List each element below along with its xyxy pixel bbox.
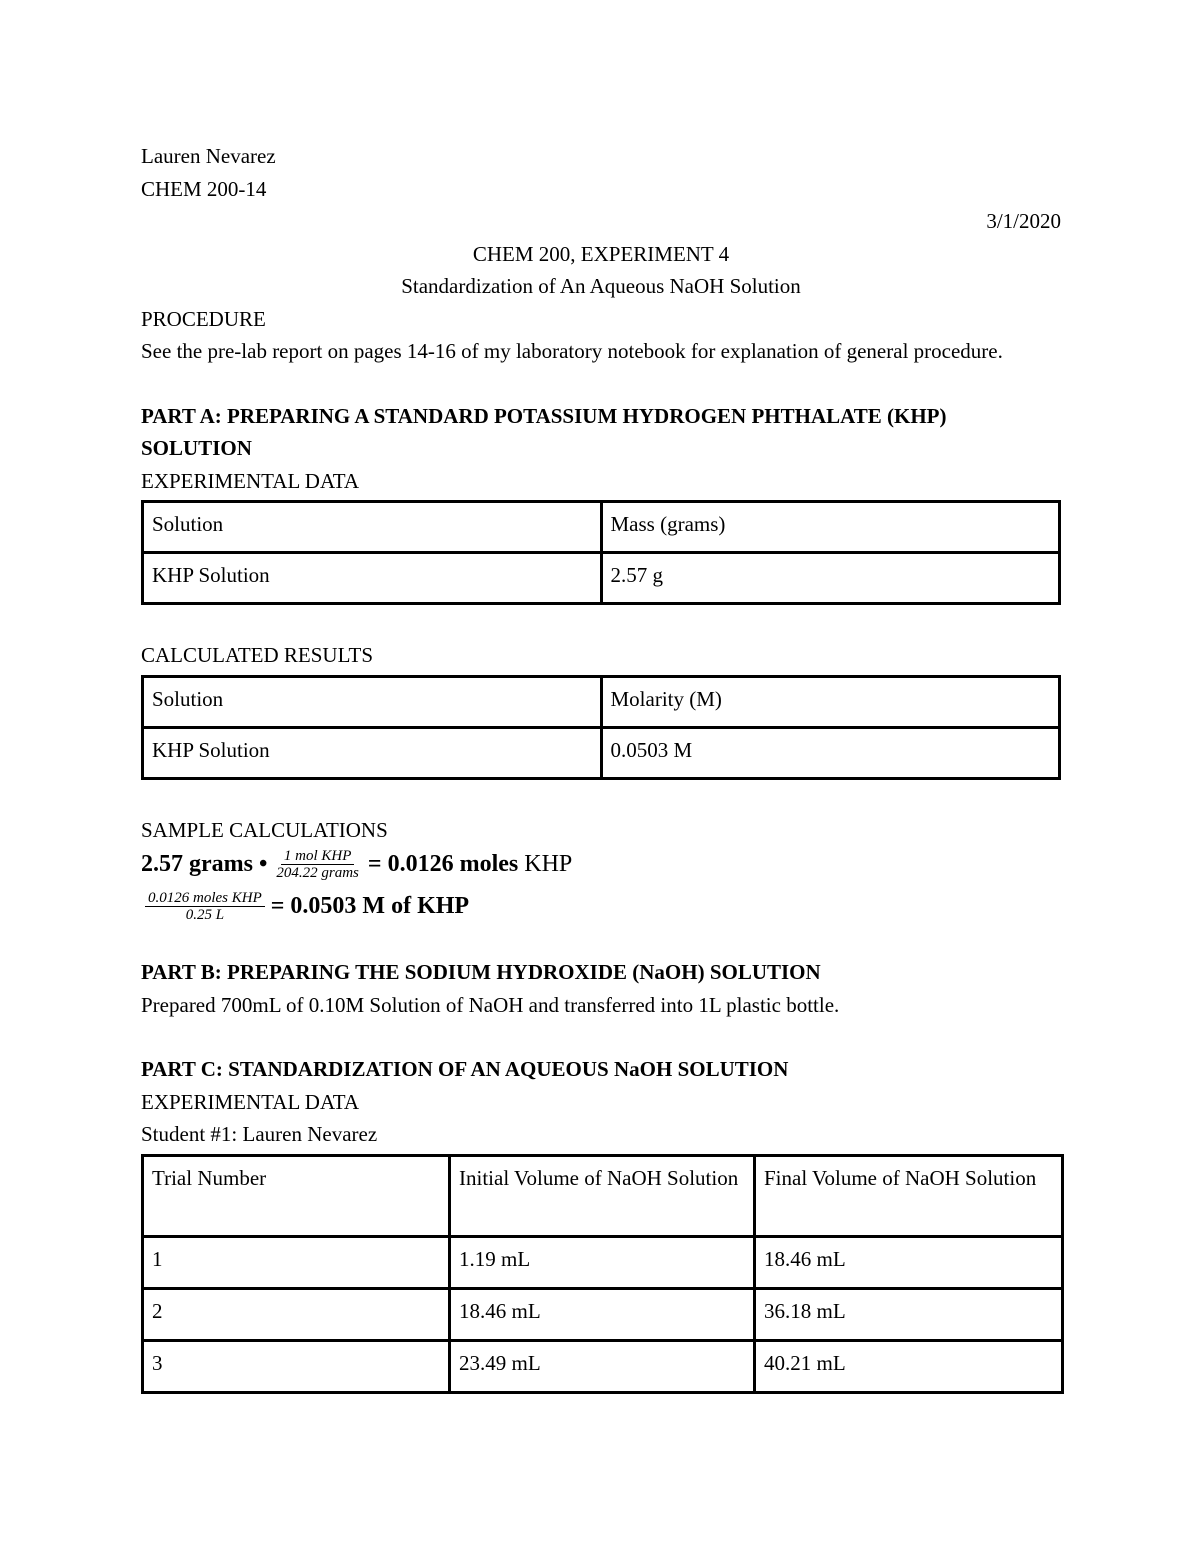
fraction-denominator: 0.25 L	[185, 906, 225, 923]
table-header-cell: Molarity (M)	[601, 676, 1060, 727]
calculated-results-label: CALCULATED RESULTS	[141, 643, 373, 667]
table-cell: 2.57 g	[601, 553, 1060, 604]
table-cell: 18.46 mL	[450, 1288, 755, 1340]
fraction-numerator: 0.0126 moles KHP	[145, 890, 265, 907]
molarity-calculation	[141, 882, 1061, 930]
molarity-fraction	[145, 890, 265, 923]
sample-calculations-label: SAMPLE CALCULATIONS	[141, 817, 388, 842]
part-a-heading: PART A: PREPARING A STANDARD POTASSIUM HYDROGEN PHTHALATE (KHP) SOLUTION	[141, 403, 947, 460]
titration-trials-table	[141, 1154, 1064, 1394]
part-c-experimental-label: EXPERIMENTAL DATA	[141, 1089, 360, 1114]
table-cell: KHP Solution	[143, 553, 602, 604]
table-header-row	[143, 502, 1060, 553]
table-row	[143, 1236, 1063, 1288]
table-row	[143, 553, 1060, 604]
table-row	[143, 1340, 1063, 1392]
table-row	[143, 727, 1060, 778]
part-c-heading: PART C: STANDARDIZATION OF AN AQUEOUS NaOH SOLUTION	[141, 1057, 789, 1081]
table-header-cell: Solution	[143, 502, 602, 553]
table-cell: 18.46 mL	[755, 1236, 1063, 1288]
table-cell: 2	[143, 1288, 450, 1340]
molarity-calc-result: = 0.0503 M of KHP	[270, 892, 470, 919]
student-name: Lauren Nevarez	[141, 144, 276, 168]
part-b-heading: PART B: PREPARING THE SODIUM HYDROXIDE (NaOH) SOLUTION	[141, 960, 821, 984]
part-a-experimental-label: EXPERIMENTAL DATA	[141, 468, 360, 493]
procedure-text: See the pre-lab report on pages 14-16 of my laboratory notebook for explanation of general procedure.	[141, 339, 1003, 363]
table-header-cell: Solution	[143, 676, 602, 727]
fraction-denominator: 204.22 grams	[276, 864, 359, 881]
course-code: CHEM 200-14	[141, 176, 267, 201]
report-date: 3/1/2020	[986, 209, 1061, 233]
procedure-heading: PROCEDURE	[141, 306, 266, 331]
table-cell: 0.0503 M	[601, 727, 1060, 778]
document-body	[141, 140, 1061, 1394]
table-cell: 40.21 mL	[755, 1340, 1063, 1392]
table-header-cell: Mass (grams)	[601, 502, 1060, 553]
conversion-fraction	[273, 848, 362, 881]
report-title: CHEM 200, EXPERIMENT 4	[472, 241, 730, 266]
table-row	[143, 1288, 1063, 1340]
khp-mass-table	[141, 500, 1061, 605]
table-cell: 36.18 mL	[755, 1288, 1063, 1340]
part-b-text: Prepared 700mL of 0.10M Solution of NaOH and transferred into 1L plastic bottle.	[141, 992, 840, 1017]
moles-calculation	[141, 846, 1061, 882]
table-header-row	[143, 1155, 1063, 1236]
table-header-cell: Trial Number	[143, 1155, 450, 1236]
student-label: Student #1: Lauren Nevarez	[141, 1122, 378, 1146]
table-cell: 1.19 mL	[450, 1236, 755, 1288]
fraction-numerator: 1 mol KHP	[281, 848, 355, 865]
khp-molarity-table	[141, 675, 1061, 780]
moles-calc-result: = 0.0126 moles	[367, 850, 519, 877]
table-cell: 23.49 mL	[450, 1340, 755, 1392]
table-header-cell: Final Volume of NaOH Solution	[755, 1155, 1063, 1236]
report-subtitle: Standardization of An Aqueous NaOH Solution	[401, 274, 801, 298]
table-cell: 3	[143, 1340, 450, 1392]
moles-calc-lhs: 2.57 grams •	[141, 850, 268, 877]
table-cell: KHP Solution	[143, 727, 602, 778]
table-header-row	[143, 676, 1060, 727]
table-cell: 1	[143, 1236, 450, 1288]
table-header-cell: Initial Volume of NaOH Solution	[450, 1155, 755, 1236]
moles-calc-unit: KHP	[524, 850, 573, 877]
